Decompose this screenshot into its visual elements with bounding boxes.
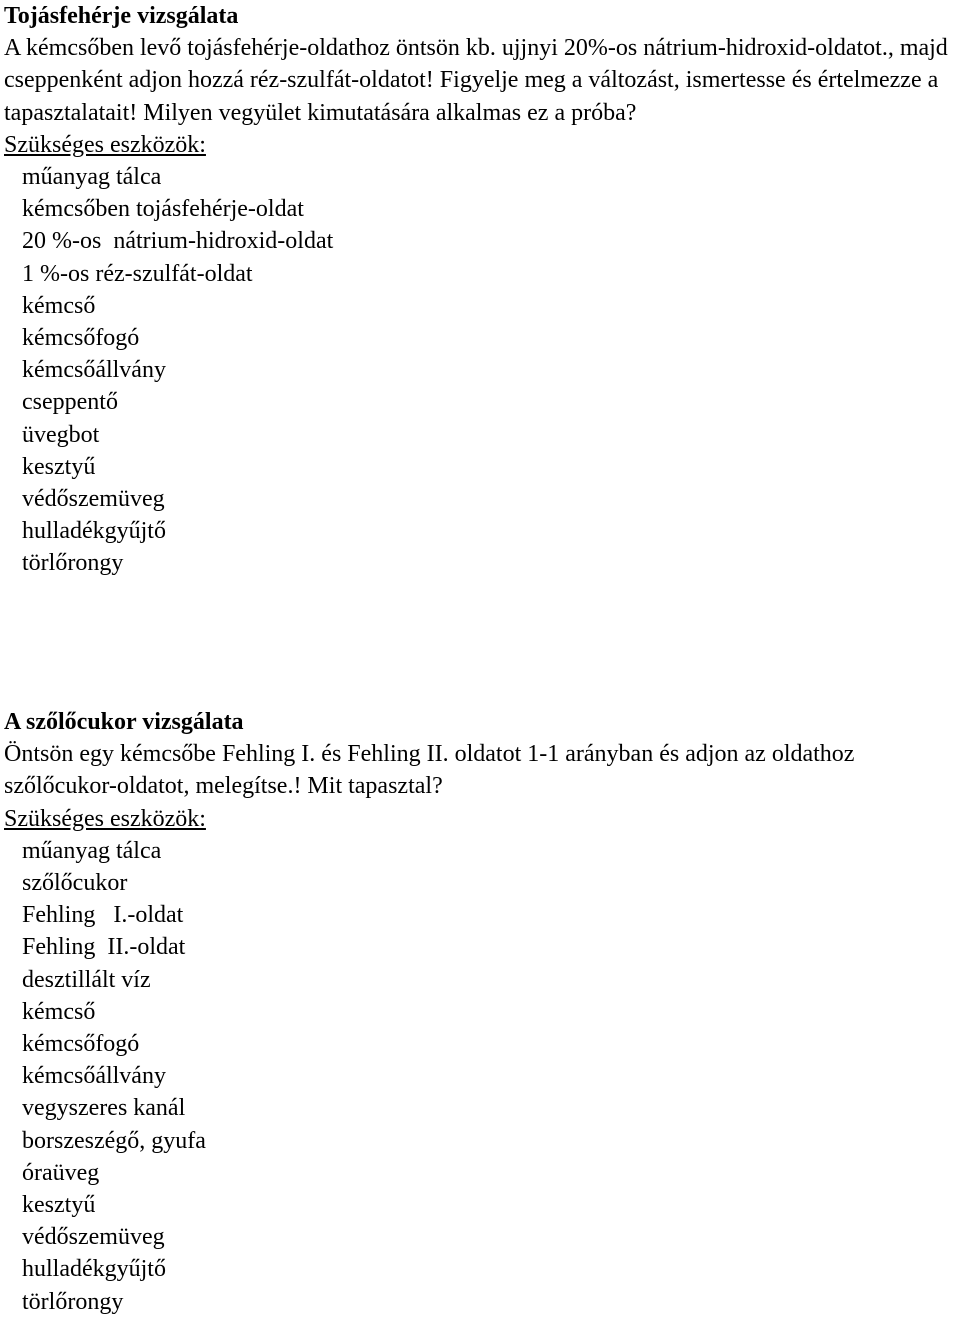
list-item: cseppentő (22, 389, 118, 416)
list-item: óraüveg (22, 1159, 100, 1186)
list-item: 1 %-os réz-szulfát-oldat (22, 260, 253, 287)
instructions-text: A kémcsőben levő tojásfehérje-oldathoz öntsön kb. ujjnyi 20%-os nátrium-hidroxid-oldatot., majd cseppenként adjon hozzá réz-szulfát-oldatot! Figyelje meg a változást, ismertesse és értelmezze a tapasztalatait! Milyen vegyület kimutatására alkalmas ez a próba? (4, 35, 948, 126)
list-item: 20 %-os nátrium-hidroxid-oldat (22, 228, 334, 255)
list-item: üvegbot (22, 421, 100, 448)
list-item: hulladékgyűjtő (22, 1256, 166, 1283)
list-item: kémcső (22, 998, 96, 1025)
list-item: törlőrongy (22, 1288, 124, 1315)
equipment-list (4, 161, 956, 580)
list-item: Fehling II.-oldat (22, 934, 186, 961)
list-item: kémcsőállvány (22, 357, 166, 384)
list-item: kesztyű (22, 453, 96, 480)
section-title: A szőlőcukor vizsgálata (4, 709, 244, 735)
list-item: kémcsőfogó (22, 325, 140, 352)
list-item: kémcsőállvány (22, 1063, 166, 1090)
list-item: kémcsőfogó (22, 1031, 140, 1058)
list-item: műanyag tálca (22, 837, 162, 864)
glucose-test-section (4, 706, 956, 1318)
list-item: törlőrongy (22, 550, 124, 577)
equipment-heading: Szükséges eszközök: (4, 131, 206, 158)
instructions-text: Öntsön egy kémcsőbe Fehling I. és Fehling II. oldatot 1-1 arányban és adjon az oldathoz szőlőcukor-oldatot, melegítse.! Mit tapasztal? (4, 741, 855, 800)
egg-white-test-section (4, 0, 956, 580)
list-item: Fehling I.-oldat (22, 902, 184, 929)
list-item: védőszemüveg (22, 486, 165, 513)
list-item: hulladékgyűjtő (22, 518, 166, 545)
list-item: borszeszégő, gyufa (22, 1127, 206, 1154)
list-item: kémcső (22, 292, 96, 319)
list-item: kémcsőben tojásfehérje-oldat (22, 196, 304, 223)
list-item: vegyszeres kanál (22, 1095, 186, 1122)
section-title: Tojásfehérje vizsgálata (4, 3, 239, 29)
equipment-list (4, 835, 956, 1318)
equipment-heading: Szükséges eszközök: (4, 805, 206, 832)
list-item: kesztyű (22, 1192, 96, 1219)
list-item: szőlőcukor (22, 870, 128, 897)
list-item: védőszemüveg (22, 1224, 165, 1251)
list-item: desztillált víz (22, 966, 151, 993)
list-item: műanyag tálca (22, 164, 162, 191)
